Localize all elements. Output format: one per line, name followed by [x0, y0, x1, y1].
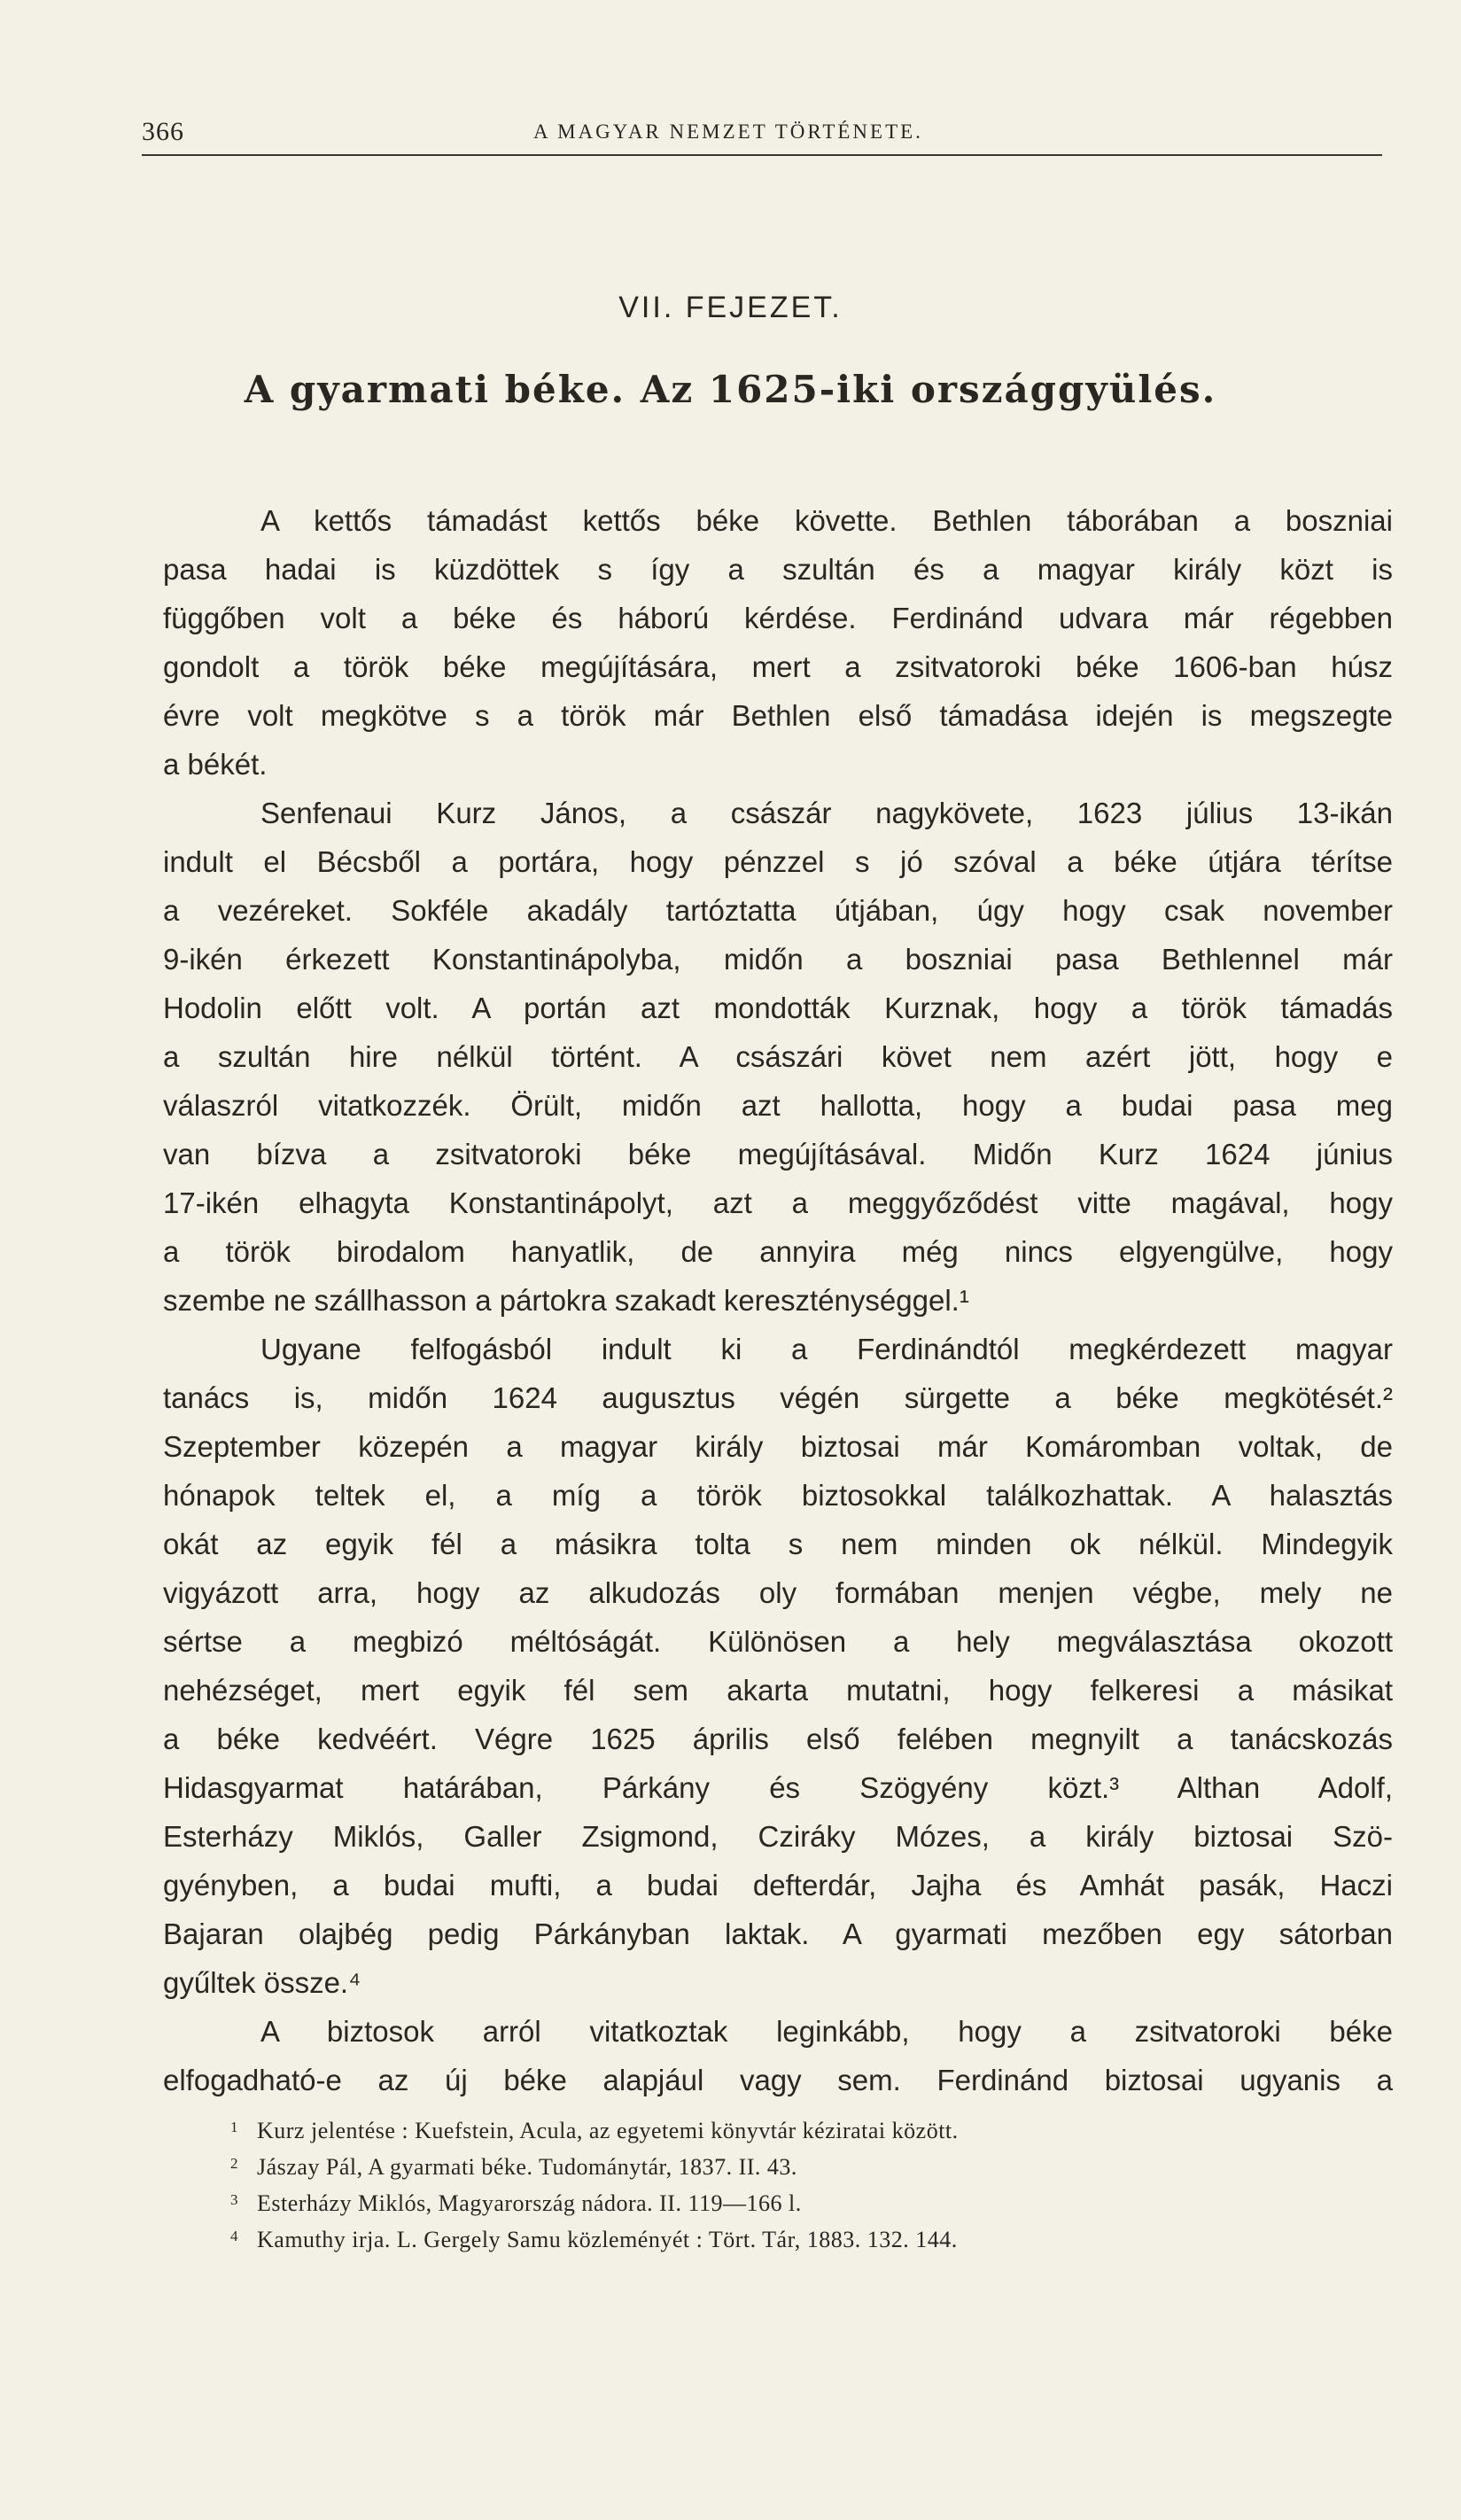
text-line: gyűltek össze.⁴ — [163, 1966, 361, 1999]
text-line: gyényben, a budai mufti, a budai defterdár, Jajha és Amhát pasák, Haczi — [163, 1869, 1393, 1902]
text-line: 17-ikén elhagyta Konstantinápolyt, azt a meggyőződést vitte magával, hogy — [163, 1186, 1393, 1219]
text-line: gondolt a török béke megújítására, mert a zsitvatoroki béke 1606-ban húsz — [163, 650, 1393, 683]
text-line: Ugyane felfogásból indult ki a Ferdinándtól megkérdezett magyar — [260, 1333, 1393, 1365]
footnotes — [230, 2109, 1320, 2254]
chapter-title: A gyarmati béke. Az 1625-iki országgyülés. — [244, 368, 1217, 411]
footnote-mark: 4 — [230, 2228, 238, 2244]
footnote-mark: 3 — [230, 2191, 238, 2208]
text-line: nehézséget, mert egyik fél sem akarta mutatni, hogy felkeresi a másikat — [163, 1674, 1393, 1707]
text-line: tanács is, midőn 1624 augusztus végén sürgette a béke megkötését.² — [163, 1381, 1393, 1414]
footnote — [230, 2182, 1320, 2218]
footnote-mark: 2 — [230, 2155, 238, 2172]
text-line: Senfenaui Kurz János, a császár nagykövete, 1623 július 13-ikán — [260, 797, 1393, 829]
text-line: okát az egyik fél a másikra tolta s nem minden ok nélkül. Mindegyik — [163, 1528, 1393, 1560]
text-line: függőben volt a béke és háború kérdése. Ferdinánd udvara már régebben — [163, 602, 1393, 634]
footnote-text: Esterházy Miklós, Magyarország nádora. II. 119—166 l. — [257, 2190, 802, 2216]
footnote-mark: 1 — [230, 2119, 238, 2135]
footnote — [230, 2218, 1320, 2254]
text-line: Bajaran olajbég pedig Párkányban laktak. A gyarmati mezőben egy sátorban — [163, 1917, 1393, 1950]
text-line: pasa hadai is küzdöttek s így a szultán és a magyar király közt is — [163, 553, 1393, 586]
footnote — [230, 2145, 1320, 2182]
text-line: hónapok teltek el, a míg a török biztosokkal találkozhattak. A halasztás — [163, 1479, 1393, 1512]
text-line: Hidasgyarmat határában, Párkány és Szögyény közt.³ Althan Adolf, — [163, 1771, 1393, 1804]
text-line: a szultán hire nélkül történt. A császári követ nem azért jött, hogy e — [163, 1040, 1393, 1073]
body-text — [163, 496, 1393, 2104]
page-number: 366 — [142, 117, 184, 146]
text-line: a béke kedvéért. Végre 1625 április első felében megnyilt a tanácskozás — [163, 1723, 1393, 1755]
text-line: évre volt megkötve s a török már Bethlen első támadása idején is megszegte — [163, 699, 1393, 732]
text-line: A kettős támadást kettős béke követte. Bethlen táborában a boszniai — [260, 504, 1393, 537]
running-title: A MAGYAR NEMZET TÖRTÉNETE. — [533, 121, 923, 143]
text-line: a török birodalom hanyatlik, de annyira még nincs elgyengülve, hogy — [163, 1235, 1393, 1268]
footnote-text: Kamuthy irja. L. Gergely Samu közleményét : Tört. Tár, 1883. 132. 144. — [257, 2227, 958, 2252]
chapter-label: VII. FEJEZET. — [618, 291, 843, 324]
text-line: szembe ne szállhasson a pártokra szakadt kereszténységgel.¹ — [163, 1284, 969, 1317]
footnote — [230, 2109, 1320, 2145]
text-line: A biztosok arról vitatkoztak leginkább, hogy a zsitvatoroki béke — [260, 2015, 1393, 2048]
footnote-text: Kurz jelentése : Kuefstein, Acula, az egyetemi könyvtár kéziratai között. — [257, 2118, 959, 2143]
text-line: a békét. — [163, 748, 268, 781]
text-line: Hodolin előtt volt. A portán azt mondották Kurznak, hogy a török támadás — [163, 992, 1393, 1024]
text-line: Esterházy Miklós, Galler Zsigmond, Cziráky Mózes, a király biztosai Szö- — [163, 1820, 1393, 1853]
text-line: elfogadható-e az új béke alapjául vagy sem. Ferdinánd biztosai ugyanis a — [163, 2064, 1393, 2096]
text-line: Szeptember közepén a magyar király biztosai már Komáromban voltak, de — [163, 1430, 1393, 1463]
text-line: a vezéreket. Sokféle akadály tartóztatta útjában, úgy hogy csak november — [163, 894, 1393, 927]
footnote-text: Jászay Pál, A gyarmati béke. Tudománytár, 1837. II. 43. — [257, 2154, 797, 2180]
text-line: van bízva a zsitvatoroki béke megújításával. Midőn Kurz 1624 június — [163, 1138, 1393, 1171]
running-header — [142, 108, 1382, 156]
text-line: indult el Bécsből a portára, hogy pénzzel s jó szóval a béke útjára térítse — [163, 845, 1393, 878]
text-line: sértse a megbizó méltóságát. Különösen a hely megválasztása okozott — [163, 1625, 1393, 1658]
text-line: 9-ikén érkezett Konstantinápolyba, midőn a boszniai pasa Bethlennel már — [163, 943, 1393, 976]
text-line: vigyázott arra, hogy az alkudozás oly formában menjen végbe, mely ne — [163, 1576, 1393, 1609]
text-line: válaszról vitatkozzék. Örült, midőn azt hallotta, hogy a budai pasa meg — [163, 1089, 1393, 1122]
